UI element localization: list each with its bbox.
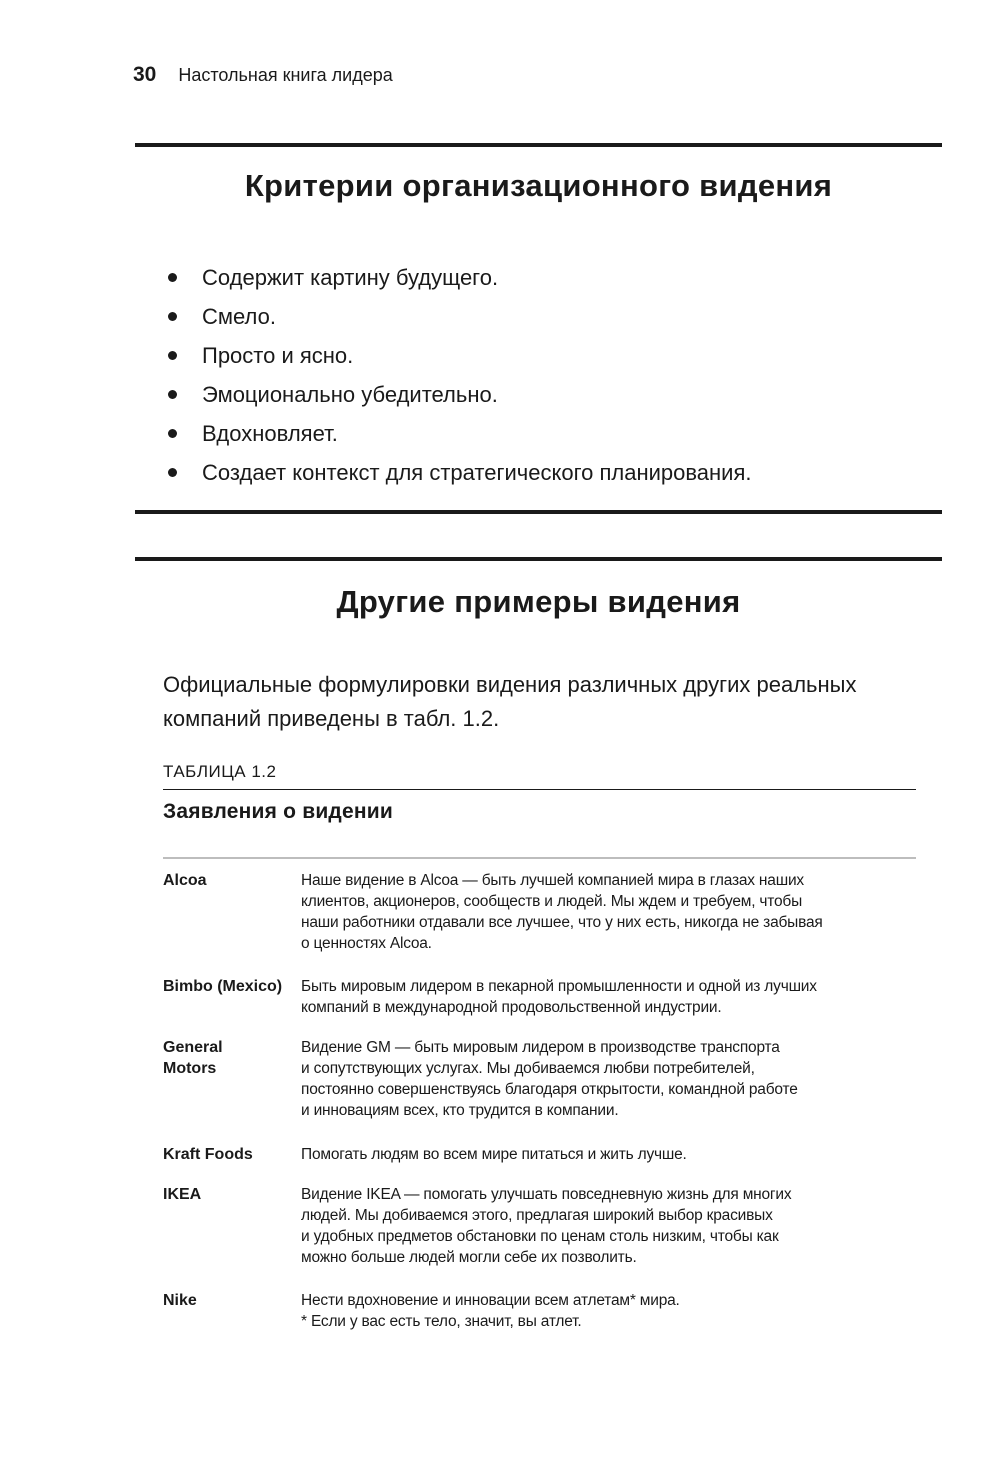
bullet-icon [168,429,177,438]
bullet-icon [168,351,177,360]
vision-statement [301,1290,921,1332]
company-name: IKEA [163,1186,202,1203]
table-label-rule [163,789,916,790]
page-number: 30 [133,63,157,86]
criteria-title: Критерии организационного видения [244,168,833,203]
statement-line: и удобных предметов обстановки по ценам столь низким, чтобы как [301,1228,779,1245]
statement-line: Наше видение в Alcoa — быть лучшей компанией мира в глазах наших [301,872,804,889]
statement-line: и инновациям всех, кто трудится в компании. [301,1102,619,1119]
list-item-text: Вдохновляет. [202,421,338,446]
statement-line: Нести вдохновение и инновации всем атлетам* мира. [301,1292,680,1309]
list-item-text: Просто и ясно. [202,343,354,368]
company-name: Bimbo (Mexico) [163,978,283,995]
statement-line: о ценностях Alcoa. [301,935,432,952]
company-name: Alcoa [163,872,207,889]
running-head [133,60,393,90]
list-item [165,336,752,375]
statement-line: Видение GM — быть мировым лидером в производстве транспорта [301,1039,780,1056]
list-item-text: Эмоционально убедительно. [202,382,498,407]
statement-line: постоянно совершенствуясь благодаря открытости, командной работе [301,1081,798,1098]
bullet-icon [168,312,177,321]
statement-line: Помогать людям во всем мире питаться и жить лучше. [301,1146,687,1163]
vision-statement [301,1144,921,1165]
statement-line: * Если у вас есть тело, значит, вы атлет. [301,1313,582,1330]
list-item [165,258,752,297]
list-item-text: Смело. [202,304,276,329]
list-item [165,414,752,453]
table-top-rule [163,857,916,859]
running-head-title: Настольная книга лидера [178,64,393,85]
company-name: Kraft Foods [163,1146,253,1163]
company-name: General Motors [163,1039,223,1077]
statement-line: Видение IKEA — помогать улучшать повседневную жизнь для многих [301,1186,792,1203]
bottom-rule-criteria [135,510,942,514]
statement-line: наши работники отдавали все лучшее, что у них есть, никогда не забывая [301,914,823,931]
list-item [165,453,752,492]
criteria-list [165,258,752,492]
list-item-text: Создает контекст для стратегического планирования. [202,460,752,485]
list-item [165,297,752,336]
statement-line: клиентов, акционеров, сообществ и людей. Мы ждем и требуем, чтобы [301,893,803,910]
vision-statement [301,976,921,1018]
vision-statement [301,1037,921,1121]
bullet-icon [168,390,177,399]
statement-line: можно больше людей могли себе их позволить. [301,1249,637,1266]
statement-line: Быть мировым лидером в пекарной промышленности и одной из лучших [301,978,817,995]
examples-title: Другие примеры видения [336,584,741,619]
vision-statement [301,870,921,954]
company-name: Nike [163,1292,197,1309]
statement-line: компаний в международной продовольственной индустрии. [301,999,722,1016]
statement-line: людей. Мы добиваемся этого, предлагая широкий выбор красивых [301,1207,773,1224]
bullet-icon [168,273,177,282]
table-label: ТАБЛИЦА 1.2 [163,762,277,781]
vision-statement [301,1184,921,1268]
intro-paragraph: Официальные формулировки видения различных других реальных компаний приведены в табл. 1.2. [163,672,857,731]
list-item [165,375,752,414]
list-item-text: Содержит картину будущего. [202,265,499,290]
table-title: Заявления о видении [163,800,393,823]
bullet-icon [168,468,177,477]
top-rule-examples [135,557,942,561]
statement-line: и сопутствующих услугах. Мы добиваемся любви потребителей, [301,1060,755,1077]
top-rule-criteria [135,143,942,147]
